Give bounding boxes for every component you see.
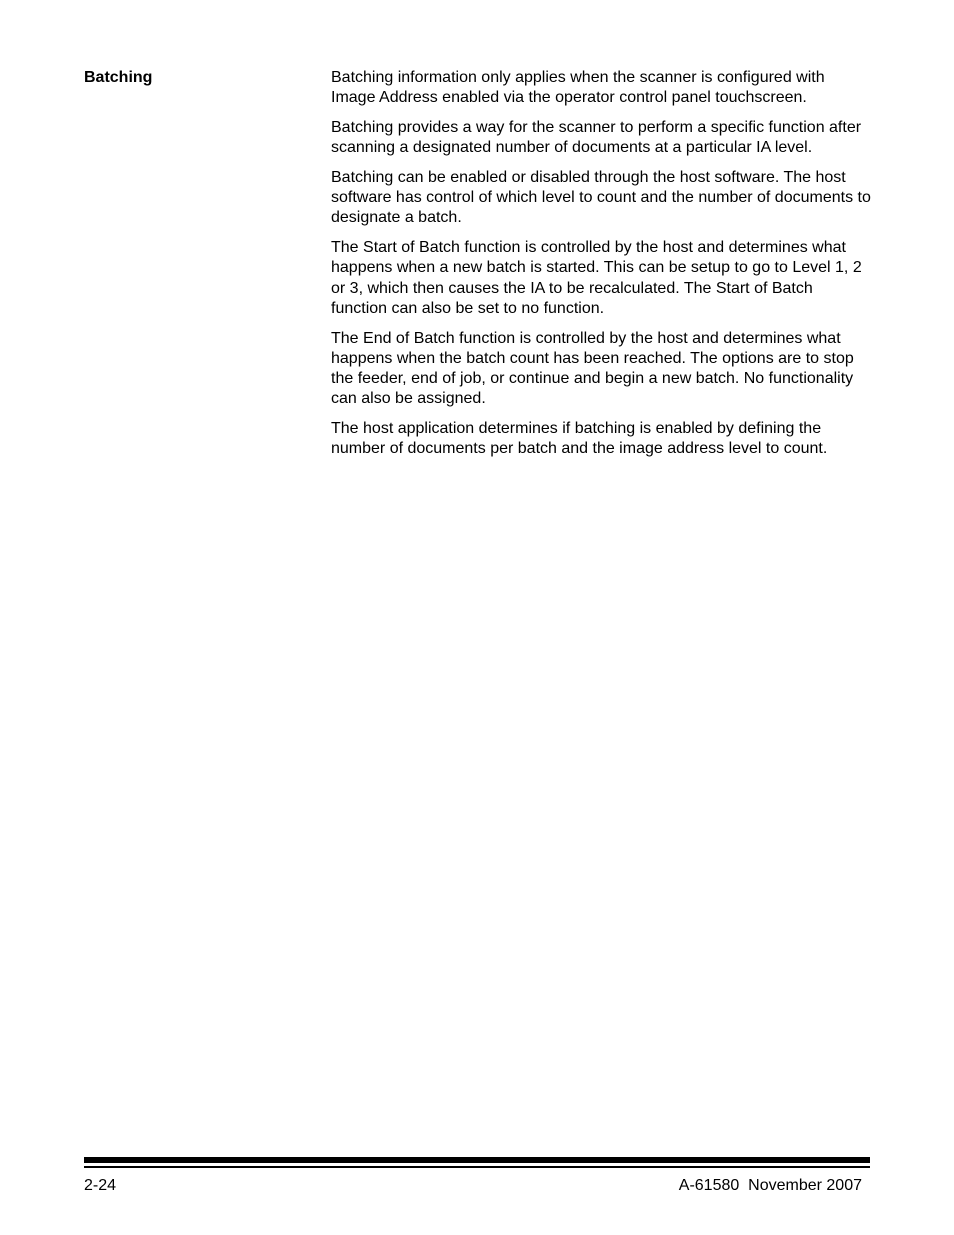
footer-divider-thin: [84, 1166, 870, 1168]
footer-divider-thick: [84, 1157, 870, 1163]
page-number: 2-24: [84, 1177, 117, 1194]
paragraph: Batching provides a way for the scanner to perform a specific function after scanning a designated number of documents at a particular IA level.: [331, 119, 862, 157]
section-heading: Batching: [84, 69, 153, 86]
document-info: A-61580 November 2007: [678, 1177, 862, 1194]
paragraph: The End of Batch function is controlled by the host and determines what happens when the batch count has been reached. The options are to stop the feeder, end of job, or continue and begin a new batch. No functionality can also be assigned.: [331, 329, 854, 408]
paragraph: Batching can be enabled or disabled through the host software. The host software has control of which level to count and the number of documents to designate a batch.: [331, 169, 871, 227]
paragraph: Batching information only applies when the scanner is configured with Image Address enabled via the operator control panel touchscreen.: [331, 69, 825, 107]
paragraph: The Start of Batch function is controlled by the host and determines what happens when a new batch is started. This can be setup to go to Level 1, 2 or 3, which then causes the IA to be recalculated. The Start of Batch function can also be set to no function.: [331, 239, 862, 317]
body-text: [331, 68, 871, 469]
paragraph: The host application determines if batching is enabled by defining the number of documents per batch and the image address level to count.: [331, 420, 828, 458]
